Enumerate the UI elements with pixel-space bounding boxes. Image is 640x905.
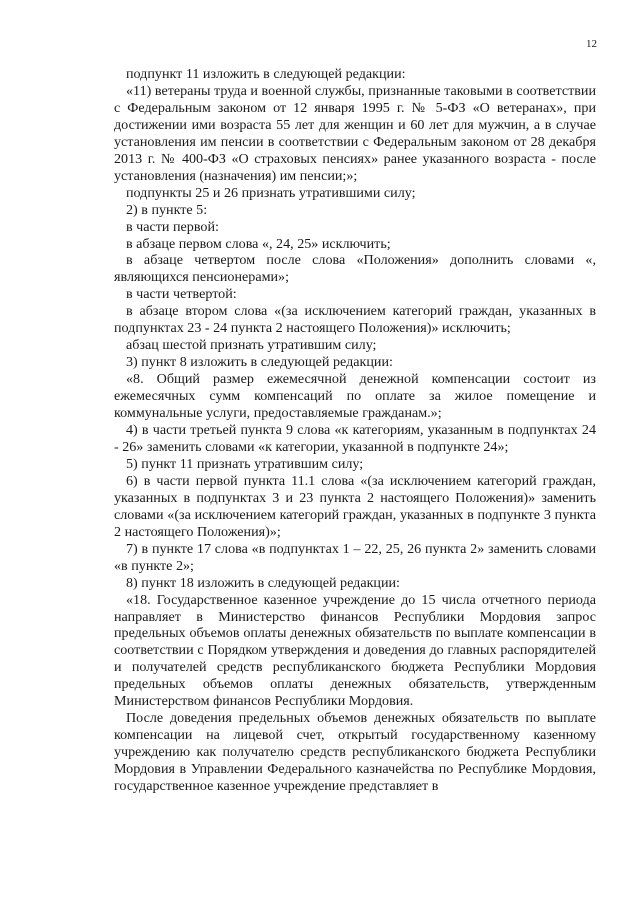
- paragraph: «8. Общий размер ежемесячной денежной компенсации состоит из ежемесячных сумм компенсаций по оплате за жилое помещение и коммунальные услуги, предоставляемые гражданам.»;: [114, 371, 596, 422]
- paragraph: абзац шестой признать утратившим силу;: [126, 337, 377, 354]
- paragraph: 8) пункт 18 изложить в следующей редакции:: [126, 574, 400, 591]
- paragraph: 6) в части первой пункта 11.1 слова «(за исключением категорий граждан, указанных в подпунктах 3 и 23 пункта 2 настоящего Положения)» заменить словами «(за исключением категорий граждан, указанных в подпункте 3 пункта 2 настоящего Положения)»;: [114, 472, 596, 540]
- paragraph: После доведения предельных объемов денежных обязательств по выплате компенсации на лицевой счет, открытый государственному казенному учреждению как получателю средств республиканского бюджета Республики Мордовия в Управлении Федерального казначейства по Республике Мордовия, государственное казенное учреждение представляет в: [114, 710, 596, 795]
- page-number: 12: [586, 38, 597, 50]
- paragraph: подпункты 25 и 26 признать утратившими силу;: [126, 184, 416, 201]
- paragraph: 4) в части третьей пункта 9 слова «к категориям, указанным в подпунктах 24 - 26» заменить словами «к категории, указанной в подпункте 24»;: [114, 422, 596, 455]
- paragraph: 2) в пункте 5:: [126, 201, 208, 218]
- paragraph: в части четвертой:: [126, 286, 237, 303]
- paragraph: 7) в пункте 17 слова «в подпунктах 1 – 22, 25, 26 пункта 2» заменить словами «в пункте 2»;: [114, 540, 596, 574]
- paragraph: в части первой:: [126, 218, 219, 235]
- paragraph: «11) ветераны труда и военной службы, признанные таковыми в соответствии с Федеральным законом от 12 января 1995 г. № 5-ФЗ «О ветеранах», при достижении ими возраста 55 лет для женщин и 60 лет для мужчин, а в случае установления им пенсии в соответствии с Федеральным законом от 28 декабря 2013 г. № 400-ФЗ «О страховых пенсиях» ранее указанного возраста - после установления (назначения) им пенсии;»;: [114, 82, 596, 184]
- paragraph: в абзаце четвертом после слова «Положения» дополнить словами «, являющихся пенсионерами»;: [114, 252, 596, 286]
- paragraph: 5) пункт 11 признать утратившим силу;: [126, 455, 364, 472]
- paragraph: 3) пункт 8 изложить в следующей редакции:: [126, 354, 393, 371]
- document-body: [114, 66, 596, 795]
- paragraph: подпункт 11 изложить в следующей редакции:: [126, 66, 406, 82]
- paragraph: в абзаце первом слова «, 24, 25» исключить;: [126, 235, 391, 252]
- paragraph: в абзаце втором слова «(за исключением категорий граждан, указанных в подпунктах 23 - 24 пункта 2 настоящего Положения)» исключить;: [114, 303, 596, 337]
- paragraph: «18. Государственное казенное учреждение до 15 числа отчетного периода направляет в Министерство финансов Республики Мордовия запрос предельных объемов оплаты денежных обязательств по выплате компенсации в соответствии с Порядком утверждения и доведения до главных распорядителей и получателей средств республиканского бюджета Республики Мордовия предельных объемов оплаты денежных обязательств, утвержденным Министерством финансов Республики Мордовия.: [114, 591, 596, 710]
